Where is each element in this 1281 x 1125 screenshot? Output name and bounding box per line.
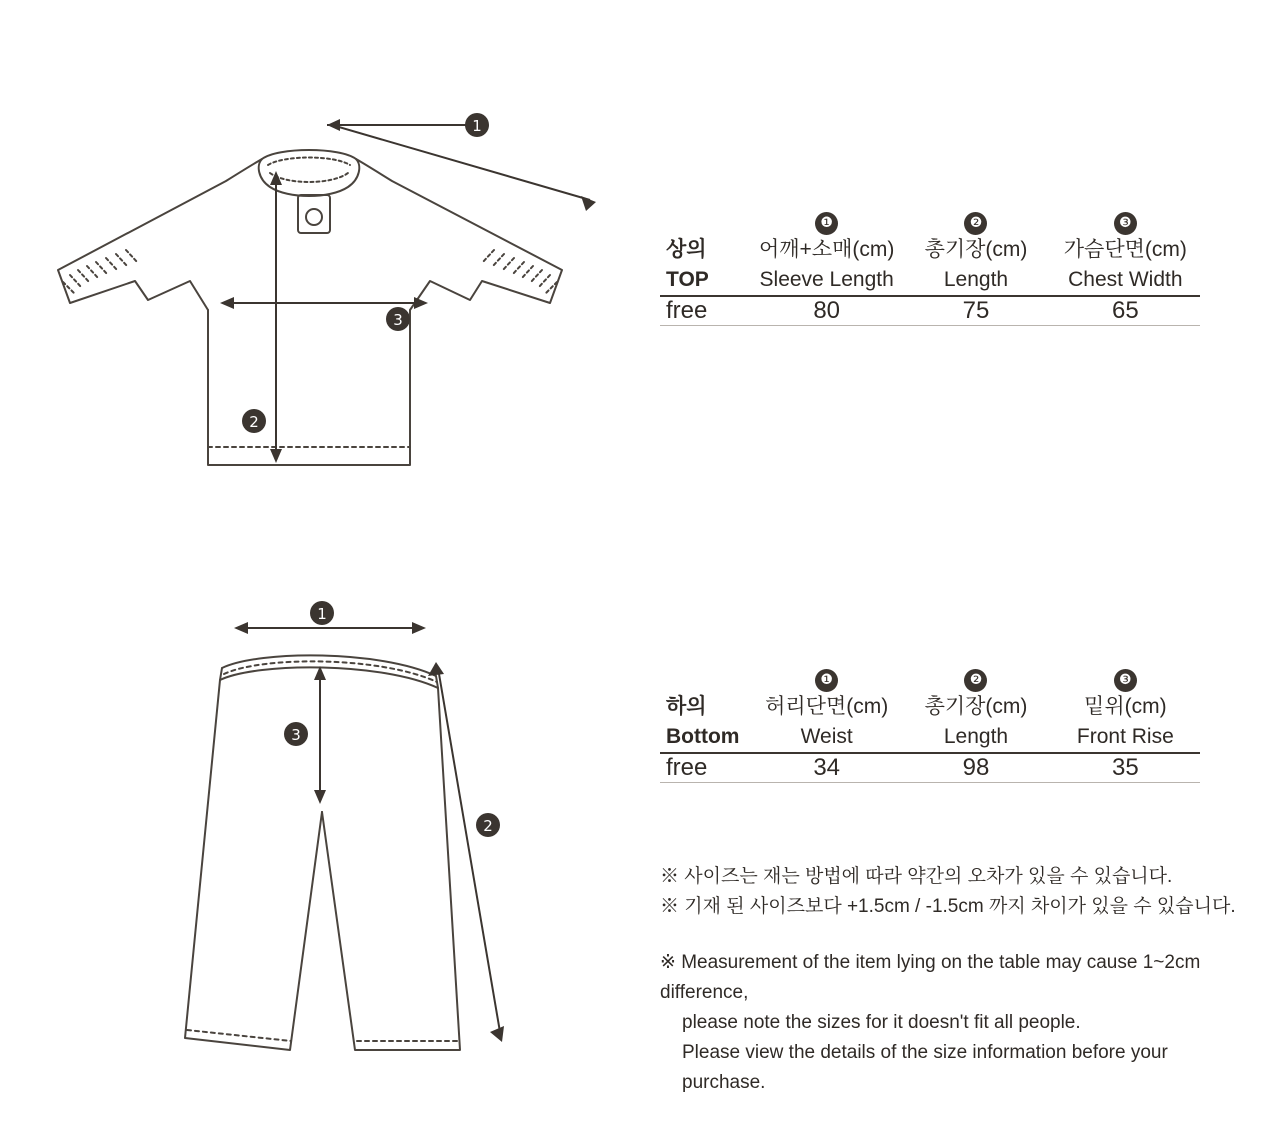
bottom-value-1: 34 [752, 754, 901, 783]
top-col-header-2 [901, 235, 1050, 296]
bottom-size-label: free [660, 754, 752, 783]
top-category-en: TOP [666, 268, 709, 291]
badge-1-icon: ❶ [815, 669, 838, 692]
size-notes [660, 862, 1240, 1098]
top-value-2: 75 [901, 297, 1050, 326]
marker-3-label: 3 [393, 311, 403, 329]
bottom-table-badge-row [660, 662, 1200, 692]
top-col3-en: Chest Width [1068, 268, 1183, 291]
bottom-garment-diagram [150, 580, 570, 1080]
top-col2-kr: 총기장(cm) [924, 238, 1028, 261]
badge-cell-1 [752, 205, 901, 235]
bottom-value-2: 98 [901, 754, 1050, 783]
top-col1-kr: 어깨+소매(cm) [758, 238, 895, 261]
bottom-category-kr: 하의 [666, 695, 707, 718]
note-kr-1: ※ 사이즈는 재는 방법에 따라 약간의 오차가 있을 수 있습니다. [660, 866, 1173, 887]
top-col-header-3 [1051, 235, 1200, 296]
notes-korean [660, 862, 1240, 922]
marker-2-label: 2 [249, 413, 259, 431]
bottom-value-3: 35 [1051, 754, 1200, 783]
bottom-col-header-1 [752, 692, 901, 753]
bottom-col3-kr: 밑위(cm) [1084, 695, 1167, 718]
table-row [660, 297, 1200, 326]
badge-cell-2 [901, 662, 1050, 692]
spacer-cell [660, 205, 752, 235]
top-size-label: free [660, 297, 752, 326]
bottom-col1-en: Weist [800, 725, 853, 748]
marker-2-label: 2 [483, 817, 493, 835]
note-kr-2: ※ 기재 된 사이즈보다 +1.5cm / -1.5cm 까지 차이가 있을 수 있습니다. [660, 896, 1236, 917]
marker-1-label: 1 [317, 605, 327, 623]
badge-1-icon: ❶ [815, 212, 838, 235]
badge-3-icon: ❸ [1114, 669, 1137, 692]
bottom-col1-kr: 허리단면(cm) [765, 695, 889, 718]
notes-english [660, 948, 1240, 1098]
marker-3-label: 3 [291, 726, 301, 744]
badge-cell-3 [1051, 205, 1200, 235]
marker-1-label: 1 [472, 117, 482, 135]
note-en-1: ※ Measurement of the item lying on the table may cause 1~2cm difference, [660, 952, 1201, 1003]
top-value-3: 65 [1051, 297, 1200, 326]
top-col3-kr: 가슴단면(cm) [1063, 238, 1187, 261]
bottom-category-cell [660, 692, 752, 753]
bottom-col2-en: Length [943, 725, 1009, 748]
badge-cell-3 [1051, 662, 1200, 692]
top-garment-diagram [30, 95, 630, 495]
bottom-col-header-2 [901, 692, 1050, 753]
badge-2-icon: ❷ [964, 669, 987, 692]
note-en-3: Please view the details of the size information before your purchase. [682, 1042, 1168, 1093]
bottom-col3-en: Front Rise [1076, 725, 1174, 748]
badge-2-icon: ❷ [964, 212, 987, 235]
top-value-1: 80 [752, 297, 901, 326]
top-col-header-1 [752, 235, 901, 296]
top-table-badge-row [660, 205, 1200, 235]
bottom-col2-kr: 총기장(cm) [924, 695, 1028, 718]
bottom-table-header-row [660, 692, 1200, 753]
top-table-header-row [660, 235, 1200, 296]
top-category-kr: 상의 [666, 238, 707, 261]
badge-3-icon: ❸ [1114, 212, 1137, 235]
top-category-cell [660, 235, 752, 296]
spacer-cell [660, 662, 752, 692]
badge-cell-2 [901, 205, 1050, 235]
note-en-2: please note the sizes for it doesn't fit all people. [682, 1012, 1081, 1033]
top-col1-en: Sleeve Length [759, 268, 894, 291]
top-size-table [660, 205, 1200, 326]
top-col2-en: Length [943, 268, 1009, 291]
bottom-size-table [660, 662, 1200, 783]
table-row [660, 754, 1200, 783]
badge-cell-1 [752, 662, 901, 692]
bottom-category-en: Bottom [666, 725, 740, 748]
bottom-col-header-3 [1051, 692, 1200, 753]
